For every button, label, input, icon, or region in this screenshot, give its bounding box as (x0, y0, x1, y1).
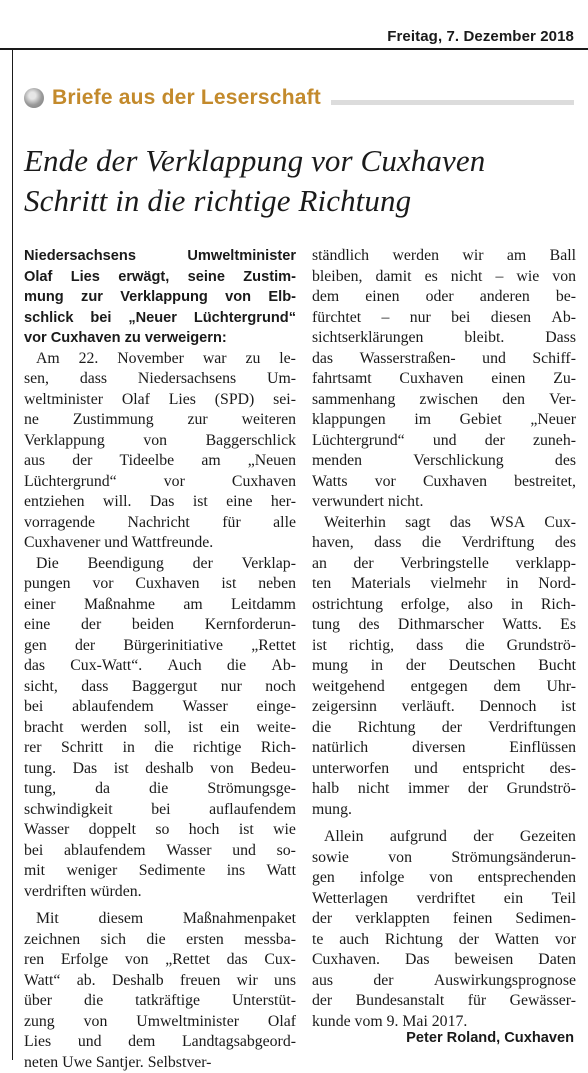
text-line: kunde vom 9. Mai 2017. (312, 1012, 576, 1033)
text-line: fürchtet – nur bei diesen Ab- (312, 308, 576, 329)
text-line: fahrtsamt Cuxhaven einen Zu- (312, 369, 576, 390)
text-line: mung. (312, 800, 576, 821)
text-line: bleiben, damit es nicht – wie von (312, 267, 576, 288)
body-paragraph (312, 827, 576, 1032)
text-line: tung des Dithmarscher Watts. Es (312, 615, 576, 636)
text-line: verdriften würden. (24, 882, 296, 903)
text-column-left (24, 246, 296, 1073)
text-line: gen infolge von entsprechenden (312, 868, 576, 889)
text-line: die Richtung der Verdriftungen (312, 718, 576, 739)
text-line: dem einen oder anderen be- (312, 287, 576, 308)
text-line: ten Materials vielmehr in Nord- (312, 574, 576, 595)
text-line: das Cux-Watt“. Auch die Ab- (24, 656, 296, 677)
text-line: schwindigkeit bei auflaufendem (24, 800, 296, 821)
section-header (24, 82, 574, 114)
body-paragraph (24, 349, 296, 554)
text-line: eine der beiden Kernforderun- (24, 615, 296, 636)
text-line: weltminister Olaf Lies (SPD) sei- (24, 390, 296, 411)
text-line: zung von Umweltminister Olaf (24, 1012, 296, 1033)
text-line: verwundert nicht. (312, 492, 576, 513)
text-line: zeigersinn verläuft. Dennoch ist (312, 697, 576, 718)
text-line: bei ablaufendem Wasser einge- (24, 697, 296, 718)
text-line: einer Maßnahme am Leitdamm (24, 595, 296, 616)
text-line: tung, da die Strömungsge- (24, 779, 296, 800)
text-line: schlick bei „Neuer Lüchtergrund“ (24, 308, 296, 329)
text-line: sen, dass Niedersachsens Um- (24, 369, 296, 390)
text-line: Lies und dem Landtagsabgeord- (24, 1032, 296, 1053)
lead-paragraph (24, 246, 296, 349)
author-signature: Peter Roland, Cuxhaven (406, 1030, 574, 1046)
text-line: ne Zustimmung zur weiteren (24, 410, 296, 431)
text-line: menden Verschlickung des (312, 451, 576, 472)
text-line: vorragende Nachricht für alle (24, 513, 296, 534)
text-line: halb nicht immer der Grundströ- (312, 779, 576, 800)
text-line: ostrichtung erfolge, also in Rich- (312, 595, 576, 616)
column-border-rule (12, 50, 13, 1060)
text-line: aus der Auswirkungsprognose (312, 971, 576, 992)
text-line: der verklappten feinen Sedimen- (312, 909, 576, 930)
body-paragraph (312, 246, 576, 513)
text-line: Cuxhavener und Wattfreunde. (24, 533, 296, 554)
text-line: mung zur Verklappung von Elb- (24, 287, 296, 308)
text-line: sicht, dass Baggergut nur noch (24, 677, 296, 698)
text-line: neten Uwe Santjer. Selbstver- (24, 1053, 296, 1073)
text-line: vor Cuxhaven zu verweigern: (24, 328, 296, 349)
text-line: rer Schritt in die richtige Rich- (24, 738, 296, 759)
text-line: Am 22. November war zu le- (24, 349, 296, 370)
text-line: tung. Das ist deshalb von Bedeu- (24, 759, 296, 780)
section-rule (331, 100, 574, 105)
text-line: ren Erfolge von „Rettet das Cux- (24, 950, 296, 971)
text-line: aus der Tideelbe am „Neuen (24, 451, 296, 472)
text-line: pungen vor Cuxhaven ist neben (24, 574, 296, 595)
issue-date: Freitag, 7. Dezember 2018 (387, 28, 574, 45)
text-line: bei ablaufendem Wasser und so- (24, 841, 296, 862)
body-paragraph (24, 554, 296, 903)
text-line: haven, dass die Verdriftung des (312, 533, 576, 554)
text-line: Lüchtergrund“ und der zuneh- (312, 431, 576, 452)
text-line: ständlich werden wir am Ball (312, 246, 576, 267)
text-line: mit weniger Sedimente ins Watt (24, 861, 296, 882)
text-line: Wetterlagen verdriftet ein Teil (312, 889, 576, 910)
text-line: klappungen im Gebiet „Neuer (312, 410, 576, 431)
text-line: Watt“ ab. Deshalb freuen wir uns (24, 971, 296, 992)
text-line: zeichnen sich die ersten messba- (24, 930, 296, 951)
text-line: entziehen will. Das ist eine her- (24, 492, 296, 513)
header-rule (0, 48, 588, 50)
section-label: Briefe aus der Leserschaft (52, 86, 321, 110)
headline (24, 141, 578, 221)
text-line: Wasser doppelt so hoch ist wie (24, 820, 296, 841)
body-paragraph (24, 909, 296, 1073)
text-line: der Bundesanstalt für Gewässer- (312, 991, 576, 1012)
text-line: Weiterhin sagt das WSA Cux- (312, 513, 576, 534)
text-line: Allein aufgrund der Gezeiten (312, 827, 576, 848)
text-line: über die tatkräftige Unterstüt- (24, 991, 296, 1012)
text-line: ist richtig, dass die Grundströ- (312, 636, 576, 657)
bullet-circle-icon (24, 88, 44, 108)
text-line: gen der Bürgerinitiative „Rettet (24, 636, 296, 657)
text-line: Cuxhaven. Das beweisen Daten (312, 950, 576, 971)
text-line: natürlich diversen Einflüssen (312, 738, 576, 759)
text-line: sichtserklärungen bleibt. Dass (312, 328, 576, 349)
headline-line: Schritt in die richtige Richtung (24, 181, 578, 221)
text-line: Die Beendigung der Verklap- (24, 554, 296, 575)
text-line: unterworfen und entspricht des- (312, 759, 576, 780)
text-line: Olaf Lies erwägt, seine Zustim- (24, 267, 296, 288)
text-line: mung in der Deutschen Bucht (312, 656, 576, 677)
text-line: bracht werden soll, ist ein weite- (24, 718, 296, 739)
headline-line: Ende der Verklappung vor Cuxhaven (24, 141, 578, 181)
text-line: Niedersachsens Umweltminister (24, 246, 296, 267)
text-line: sammenhang zwischen den Ver- (312, 390, 576, 411)
text-line: weitgehend entgegen dem Uhr- (312, 677, 576, 698)
text-line: das Wasserstraßen- und Schiff- (312, 349, 576, 370)
text-line: Mit diesem Maßnahmenpaket (24, 909, 296, 930)
text-line: Watts vor Cuxhaven bestreitet, (312, 472, 576, 493)
text-line: te auch Richtung der Watten vor (312, 930, 576, 951)
text-line: an der Verbringstelle verklapp- (312, 554, 576, 575)
text-line: sowie von Strömungsänderun- (312, 848, 576, 869)
text-column-right (312, 246, 576, 1032)
text-line: Lüchtergrund“ vor Cuxhaven (24, 472, 296, 493)
text-line: Verklappung von Baggerschlick (24, 431, 296, 452)
body-paragraph (312, 513, 576, 821)
